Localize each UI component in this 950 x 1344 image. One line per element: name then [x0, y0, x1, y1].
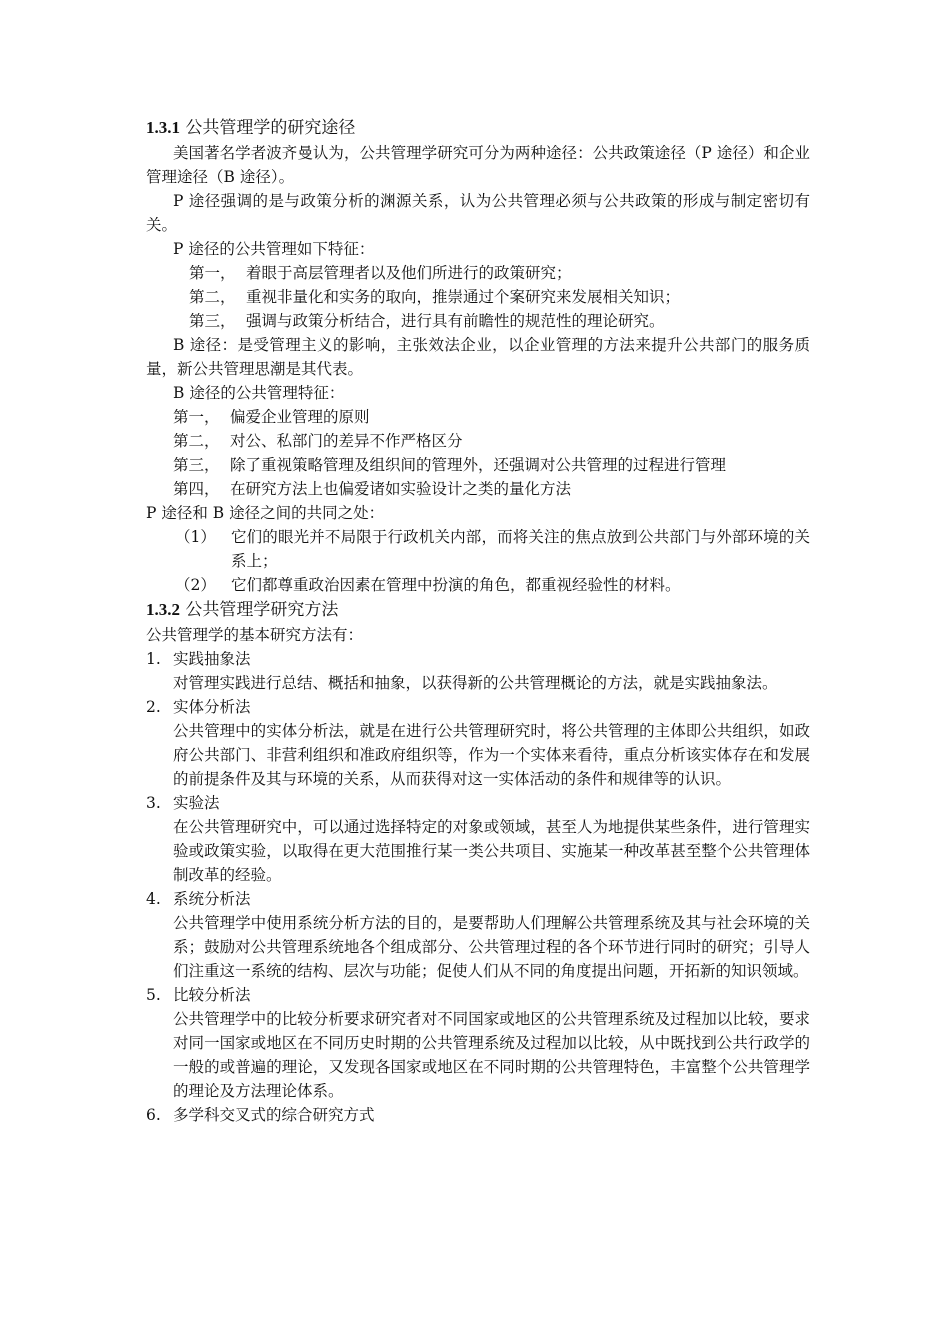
list-item — [146, 573, 810, 597]
method-item — [146, 791, 810, 887]
method-item — [146, 1103, 810, 1127]
paragraph-intro: 美国著名学者波齐曼认为，公共管理学研究可分为两种途径：公共政策途径（P 途径）和企业管理途径（B 途径）。 — [146, 144, 810, 186]
list-item-text: 对公、私部门的差异不作严格区分 — [230, 432, 463, 450]
paragraph-methods-intro: 公共管理学的基本研究方法有： — [146, 626, 364, 644]
list-item — [146, 309, 810, 333]
list-item-label: 第三， — [189, 312, 236, 330]
paragraph-p-route: P 途径强调的是与政策分析的渊源关系，认为公共管理必须与公共政策的形成与制定密切有关。 — [146, 192, 810, 234]
method-number: 4. — [146, 890, 161, 908]
paragraph-common-title: P 途径和 B 途径之间的共同之处： — [146, 504, 385, 522]
method-body: 公共管理学中的比较分析要求研究者对不同国家或地区的公共管理系统及过程加以比较，要求对同一国家或地区在不同历史时期的公共管理系统及过程加以比较，从中既找到公共行政学的一般的或普遍的理论，又发现各国家或地区在不同时期的公共管理特色，丰富整个公共管理学的理论及方法理论体系。 — [173, 1010, 810, 1100]
list-item-text: 偏爱企业管理的原则 — [230, 408, 370, 426]
list-item-label: （2） — [175, 576, 216, 594]
paragraph-b-features-title: B 途径的公共管理特征： — [173, 384, 345, 402]
list-item-label: （1） — [175, 528, 216, 546]
section-number: 1.3.2 — [146, 600, 180, 619]
list-item — [146, 285, 810, 309]
section-title: 公共管理学的研究途径 — [185, 118, 356, 138]
method-number: 2. — [146, 698, 161, 716]
list-item-label: 第四， — [173, 480, 220, 498]
method-name: 多学科交叉式的综合研究方式 — [173, 1106, 375, 1124]
list-item-text: 强调与政策分析结合，进行具有前瞻性的规范性的理论研究。 — [246, 312, 665, 330]
list-item-label: 第三， — [173, 456, 220, 474]
list-item-text: 重视非量化和实务的取向，推崇通过个案研究来发展相关知识； — [246, 288, 681, 306]
section-number: 1.3.1 — [146, 118, 180, 137]
method-item — [146, 647, 810, 695]
section-heading-1-3-2 — [146, 597, 810, 623]
method-number: 3. — [146, 794, 161, 812]
list-item-text: 在研究方法上也偏爱诸如实验设计之类的量化方法 — [230, 480, 572, 498]
section-heading-1-3-1 — [146, 115, 810, 141]
method-body: 公共管理学中使用系统分析方法的目的，是要帮助人们理解公共管理系统及其与社会环境的关系；鼓励对公共管理系统地各个组成部分、公共管理过程的各个环节进行同时的研究；引导人们注重这一系统的结构、层次与功能；促使人们从不同的角度提出问题，开拓新的知识领域。 — [173, 914, 810, 980]
list-item — [146, 429, 810, 453]
paragraph-b-route: B 途径：是受管理主义的影响，主张效法企业，以企业管理的方法来提升公共部门的服务质量，新公共管理思潮是其代表。 — [146, 336, 810, 378]
method-number: 6. — [146, 1106, 161, 1124]
list-item-text: 它们的眼光并不局限于行政机关内部，而将关注的焦点放到公共部门与外部环境的关系上； — [231, 528, 810, 570]
method-body: 在公共管理研究中，可以通过选择特定的对象或领域，甚至人为地提供某些条件，进行管理实验或政策实验，以取得在更大范围推行某一类公共项目、实施某一种改革甚至整个公共管理体制改革的经验。 — [173, 818, 810, 884]
paragraph-p-features-title: P 途径的公共管理如下特征： — [173, 240, 375, 258]
method-item — [146, 887, 810, 983]
method-number: 5. — [146, 986, 161, 1004]
method-item — [146, 983, 810, 1103]
list-item — [146, 525, 810, 573]
method-name: 实践抽象法 — [173, 650, 251, 668]
list-item-label: 第一， — [173, 408, 220, 426]
list-item-text: 除了重视策略管理及组织间的管理外，还强调对公共管理的过程进行管理 — [230, 456, 727, 474]
method-name: 实验法 — [173, 794, 220, 812]
list-item-text: 它们都尊重政治因素在管理中扮演的角色，都重视经验性的材料。 — [231, 576, 681, 594]
method-item — [146, 695, 810, 791]
list-item — [146, 477, 810, 501]
list-item — [146, 261, 810, 285]
document-body — [146, 115, 810, 1127]
list-item-label: 第二， — [173, 432, 220, 450]
list-item — [146, 405, 810, 429]
list-item-label: 第二， — [189, 288, 236, 306]
method-number: 1. — [146, 650, 161, 668]
method-name: 实体分析法 — [173, 698, 251, 716]
list-item-label: 第一， — [189, 264, 236, 282]
method-name: 比较分析法 — [173, 986, 251, 1004]
list-item-text: 着眼于高层管理者以及他们所进行的政策研究； — [246, 264, 572, 282]
section-title: 公共管理学研究方法 — [185, 600, 339, 620]
list-item — [146, 453, 810, 477]
method-body: 公共管理中的实体分析法，就是在进行公共管理研究时，将公共管理的主体即公共组织，如政府公共部门、非营利组织和准政府组织等，作为一个实体来看待，重点分析该实体存在和发展的前提条件及其与环境的关系，从而获得对这一实体活动的条件和规律等的认识。 — [173, 722, 810, 788]
method-body: 对管理实践进行总结、概括和抽象，以获得新的公共管理概论的方法，就是实践抽象法。 — [173, 674, 778, 692]
method-name: 系统分析法 — [173, 890, 251, 908]
